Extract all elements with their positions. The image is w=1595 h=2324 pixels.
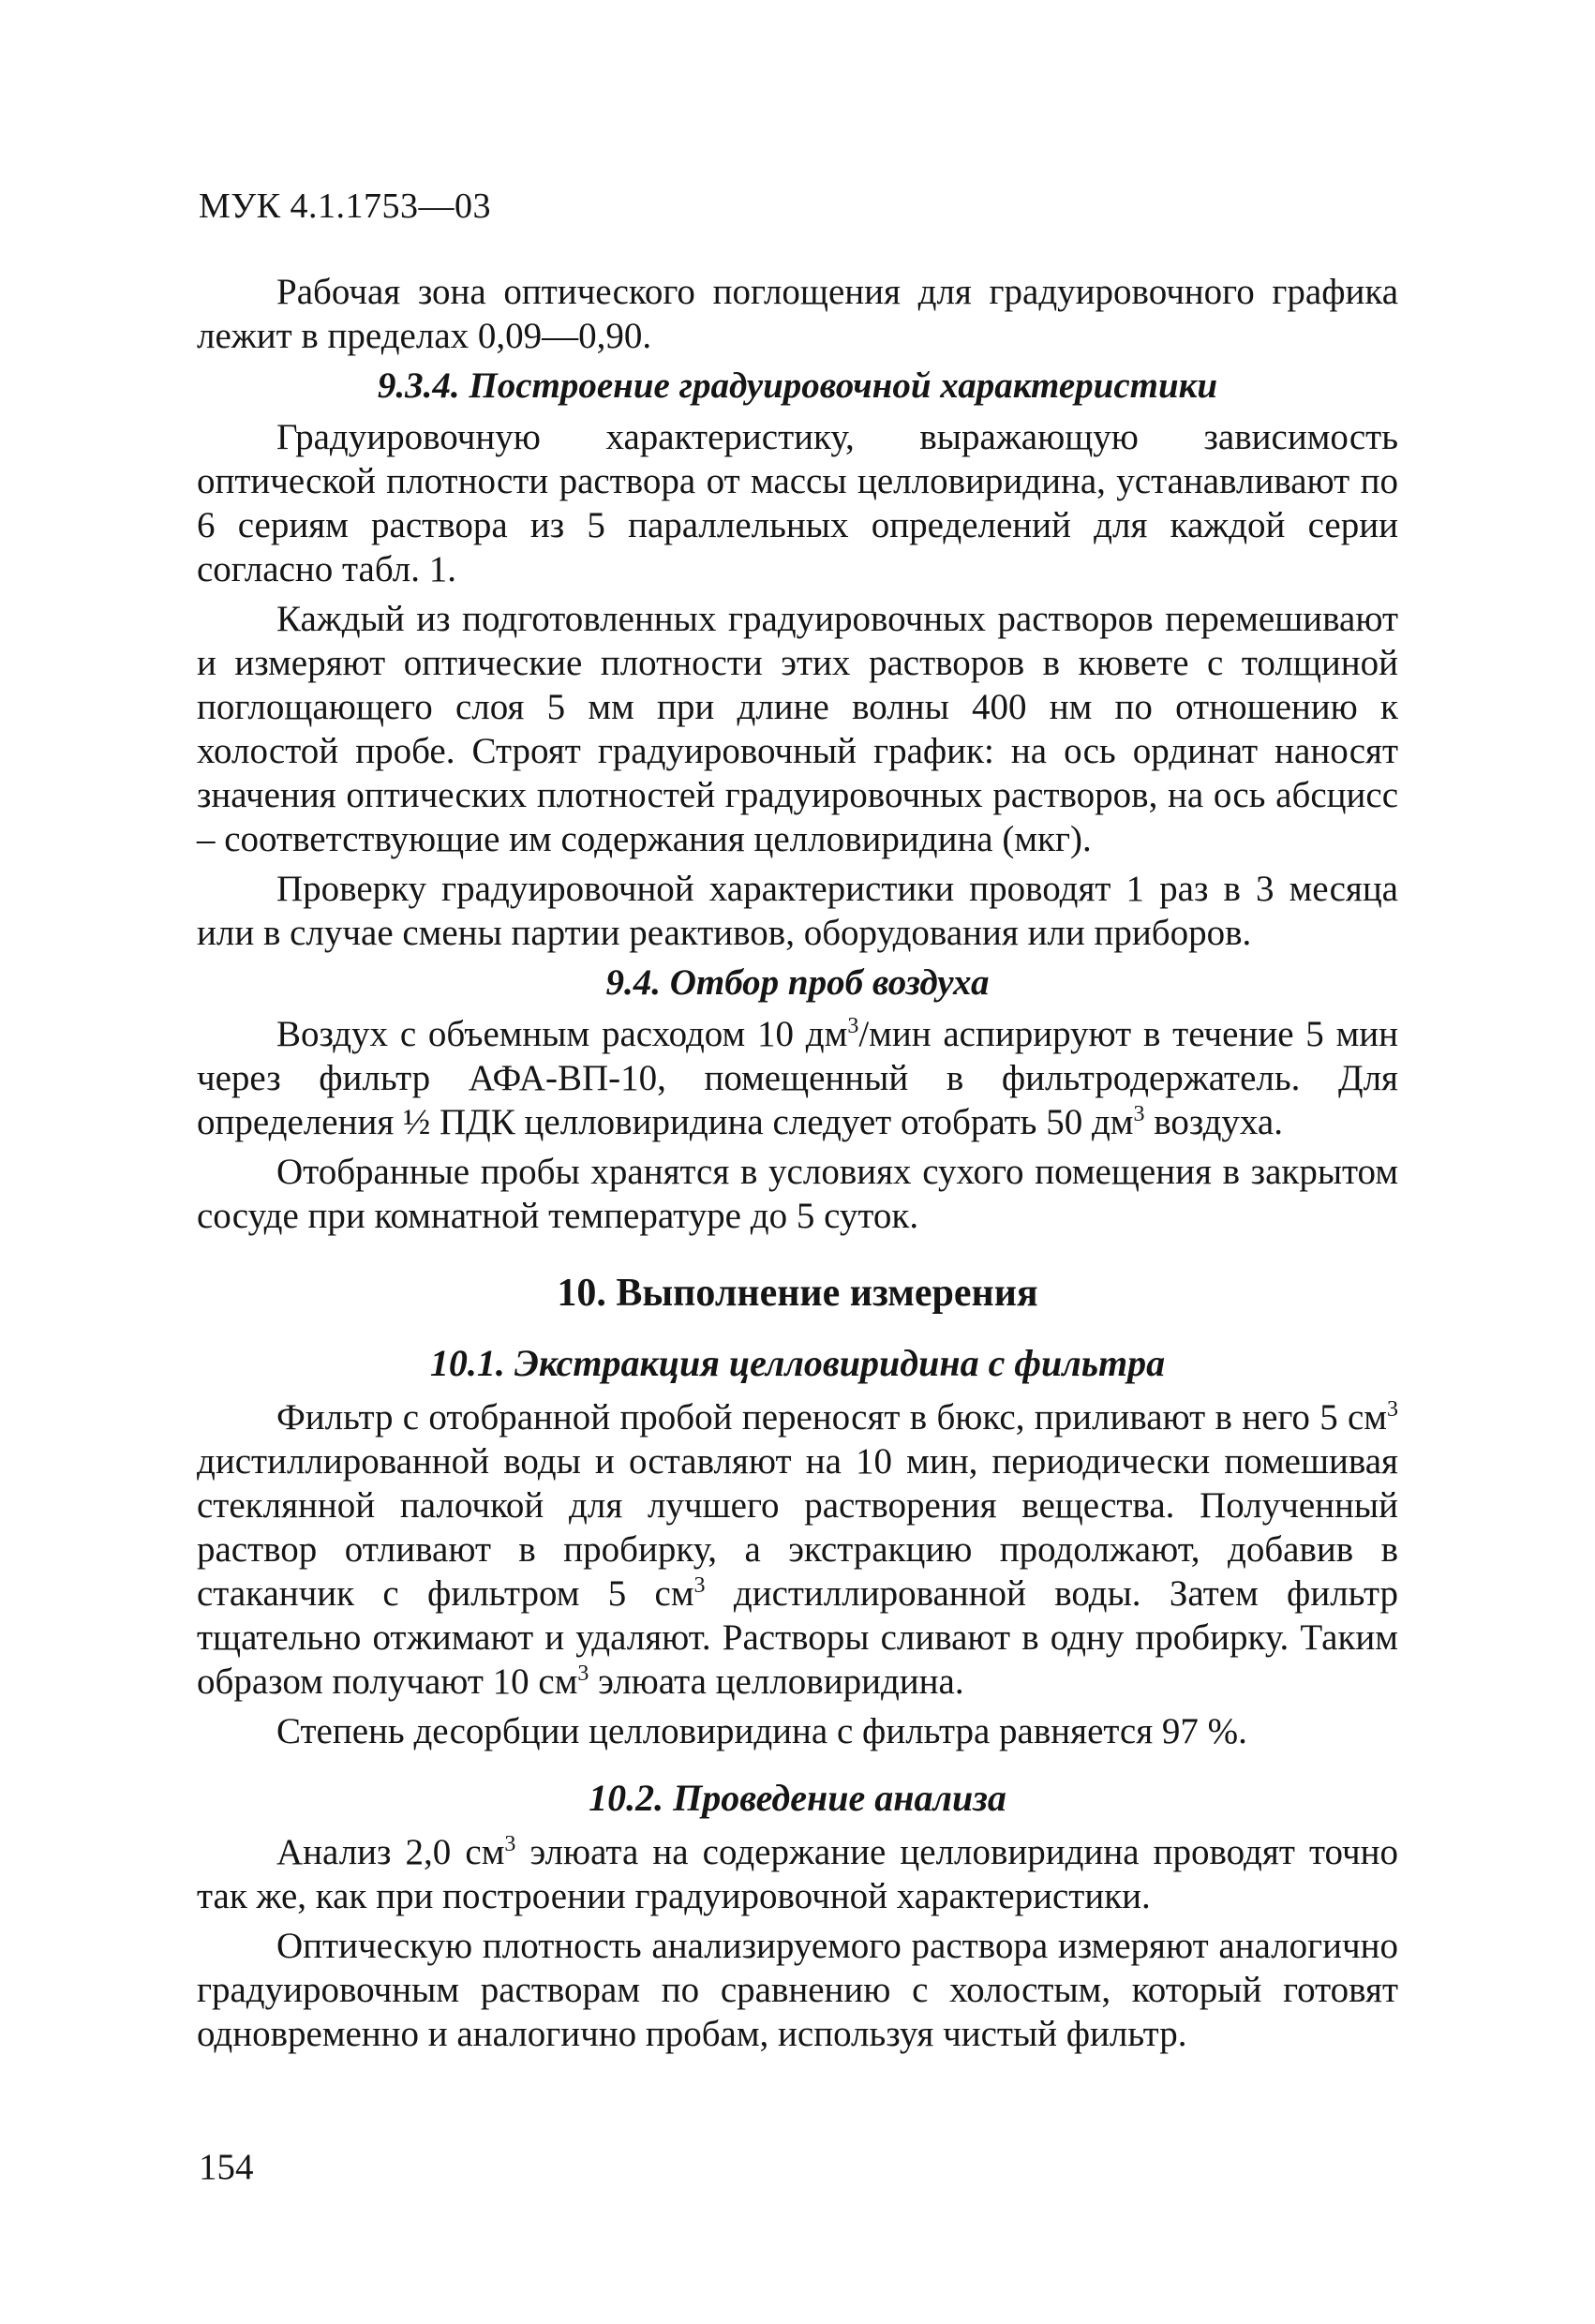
air-sampling-text-part-1: Воздух с объемным расходом 10 дм <box>276 1014 848 1054</box>
cubic-superscript: 3 <box>577 1661 589 1686</box>
section-10-title: 10. Выполнение измерения <box>557 1272 1038 1315</box>
document-content <box>197 270 1398 2062</box>
subsection-9-4-title: 9.4. Отбор проб воздуха <box>605 962 990 1003</box>
page-number: 154 <box>199 2147 254 2187</box>
sample-storage-paragraph: Отобранные пробы хранятся в условиях сухого помещения в закрытом сосуде при комнатной температуре до 5 суток. <box>197 1152 1398 1236</box>
calibration-solutions-measurement-paragraph: Каждый из подготовленных градуировочных растворов перемешивают и измеряют оптические плотности этих растворов в кювете с толщиной поглощающего слоя 5 мм при длине волны 400 нм по отношению к холостой пробе. Строят градуировочный график: на ось ординат наносят значения оптических плотностей градуировочных растворов, на ось абсцисс – соответствующие им содержания целловиридина (мкг). <box>197 599 1398 859</box>
cubic-superscript: 3 <box>847 1014 859 1038</box>
cubic-superscript: 3 <box>693 1573 706 1598</box>
filter-extraction-paragraph <box>197 1395 1398 1704</box>
document-code-header: МУК 4.1.1753—03 <box>199 186 492 226</box>
analysis-procedure-text-part-2: элюата на содержание целловиридина проводят точно так же, как при построении градуировочной характеристики. <box>197 1832 1398 1916</box>
filter-extraction-text-part-1: Фильтр с отобранной пробой переносят в бюкс, приливают в него 5 см <box>276 1397 1387 1438</box>
filter-extraction-text-part-4: элюата целловиридина. <box>589 1661 964 1702</box>
air-sampling-text-part-2: /мин аспирируют в течение 5 мин через фильтр АФА-ВП-10, помещенный в фильтродержатель. Для определения ½ ПДК целловиридина следует отобрать 50 дм <box>197 1014 1399 1142</box>
cubic-superscript: 3 <box>504 1832 516 1856</box>
filter-extraction-text-part-2: дистиллированной воды и оставляют на 10 мин, периодически помешивая стеклянной палочкой для лучшего растворения вещества. Полученный раствор отливают в пробирку, а экстракцию продолжают, добавив в стаканчик с фильтром 5 см <box>197 1441 1398 1614</box>
subsection-10-2-title: 10.2. Проведение анализа <box>589 1777 1006 1819</box>
desorption-degree-paragraph: Степень десорбции целловиридина с фильтра равняется 97 %. <box>276 1711 1247 1751</box>
cubic-superscript: 3 <box>1387 1397 1398 1422</box>
analysis-procedure-text-part-1: Анализ 2,0 см <box>276 1832 505 1872</box>
calibration-check-paragraph: Проверку градуировочной характеристики проводят 1 раз в 3 месяца или в случае смены партии реактивов, оборудования или приборов. <box>197 869 1398 953</box>
air-sampling-paragraph <box>197 1012 1398 1144</box>
subsection-9-3-4-title: 9.3.4. Построение градуировочной характеристики <box>377 365 1218 406</box>
working-zone-paragraph: Рабочая зона оптического поглощения для градуировочного графика лежит в пределах 0,09—0,90. <box>197 272 1398 356</box>
analysis-procedure-paragraph <box>197 1830 1398 1918</box>
optical-density-measurement-paragraph: Оптическую плотность анализируемого раствора измеряют аналогично градуировочным растворам по сравнению с холостым, который готовят одновременно и аналогично пробам, используя чистый фильтр. <box>197 1926 1398 2054</box>
subsection-10-1-title: 10.1. Экстракция целловиридина с фильтра <box>429 1342 1166 1384</box>
filter-extraction-text-part-3: дистиллированной воды. Затем фильтр тщательно отжимают и удаляют. Растворы сливают в одну пробирку. Таким образом получают 10 см <box>197 1573 1398 1702</box>
calibration-characteristic-paragraph: Градуировочную характеристику, выражающую зависимость оптической плотности раствора от массы целловиридина, устанавливают по 6 сериям раствора из 5 параллельных определений для каждой серии согласно табл. 1. <box>197 417 1398 589</box>
air-sampling-text-part-3: воздуха. <box>1144 1102 1283 1142</box>
cubic-superscript: 3 <box>1133 1102 1145 1126</box>
